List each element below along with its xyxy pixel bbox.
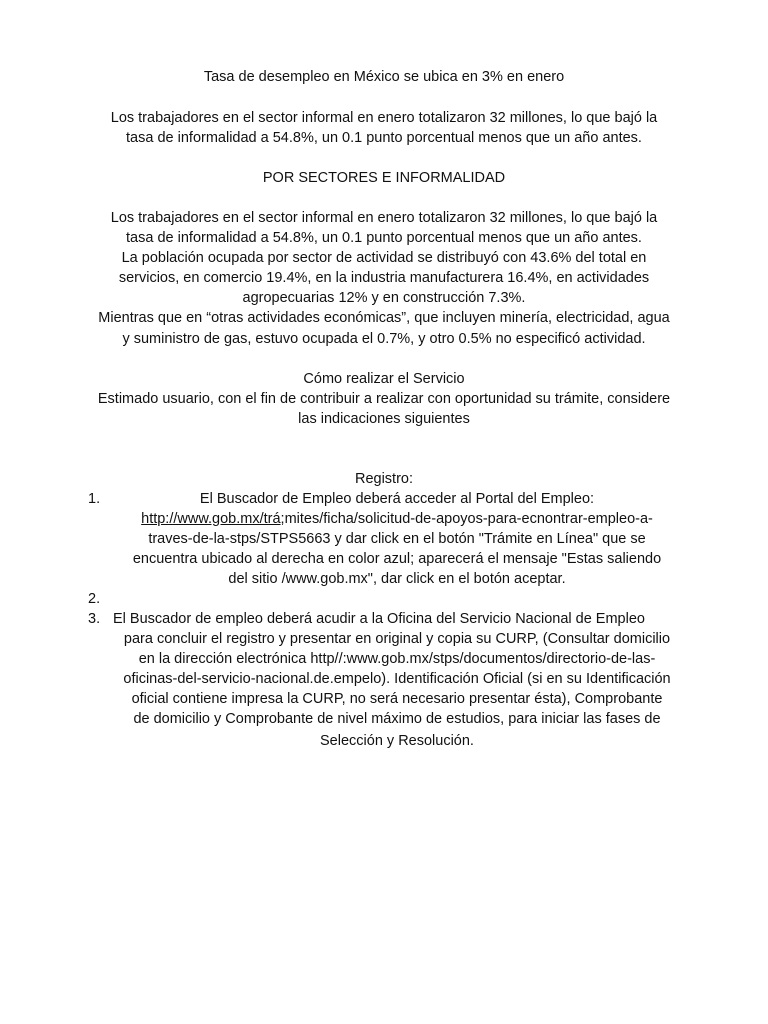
step-link-line <box>105 509 689 529</box>
service-line: las indicaciones siguientes <box>298 411 470 427</box>
document-title: Tasa de desempleo en México se ubica en 3% en enero <box>203 69 565 85</box>
step-number: 2. <box>88 591 101 607</box>
step-number: 3. <box>88 611 101 627</box>
step-line: del sitio /www.gob.mx", dar click en el botón aceptar. <box>228 571 566 587</box>
link-continuation: ;mites/ficha/solicitud-de-apoyos-para-ecnontrar-empleo-a- <box>280 511 653 527</box>
intro-line: tasa de informalidad a 54.8%, un 0.1 punto porcentual menos que un año antes. <box>126 130 642 146</box>
step-line: traves-de-la-stps/STPS5663 y dar click en el botón "Trámite en Línea" que se <box>148 531 646 547</box>
sector-line: Mientras que en “otras actividades económicas”, que incluyen minería, electricidad, agua <box>98 310 670 326</box>
intro-line: Los trabajadores en el sector informal en enero totalizaron 32 millones, lo que bajó la <box>110 110 658 126</box>
sector-line: La población ocupada por sector de actividad se distribuyó con 43.6% del total en <box>121 250 647 266</box>
sector-line: Los trabajadores en el sector informal en enero totalizaron 32 millones, lo que bajó la <box>110 210 658 226</box>
service-heading: Cómo realizar el Servicio <box>303 371 465 387</box>
section-heading: POR SECTORES E INFORMALIDAD <box>262 170 506 186</box>
registro-label: Registro: <box>354 471 414 487</box>
step-line: para concluir el registro y presentar en original y copia su CURP, (Consultar domicilio <box>123 631 671 647</box>
step-line: oficial contiene impresa la CURP, no será necesario presentar ésta), Comprobante <box>131 691 663 707</box>
step-line: encuentra ubicado al derecha en color azul; aparecerá el mensaje "Estas saliendo <box>132 551 662 567</box>
service-line: Estimado usuario, con el fin de contribuir a realizar con oportunidad su trámite, considere <box>97 391 671 407</box>
sector-line: servicios, en comercio 19.4%, en la industria manufacturera 16.4%, en actividades <box>118 270 650 286</box>
sector-line: agropecuarias 12% y en construcción 7.3%. <box>242 290 526 306</box>
step-line: El Buscador de empleo deberá acudir a la Oficina del Servicio Nacional de Empleo <box>113 611 645 627</box>
step-line: de domicilio y Comprobante de nivel máximo de estudios, para iniciar las fases de <box>133 711 661 727</box>
step-line: en la dirección electrónica http//:www.gob.mx/stps/documentos/directorio-de-las- <box>138 651 656 667</box>
portal-link[interactable]: http://www.gob.mx/trá <box>141 511 281 527</box>
step-line: Selección y Resolución. <box>320 733 474 749</box>
step-number: 1. <box>88 491 101 507</box>
sector-line: y suministro de gas, estuvo ocupada el 0.7%, y otro 0.5% no especificó actividad. <box>122 331 646 347</box>
step-line: oficinas-del-servicio-nacional.de.empelo). Identificación Oficial (si en su Identificación <box>123 671 671 687</box>
sector-line: tasa de informalidad a 54.8%, un 0.1 punto porcentual menos que un año antes. <box>126 230 642 246</box>
step-line: El Buscador de Empleo deberá acceder al Portal del Empleo: <box>199 491 595 507</box>
